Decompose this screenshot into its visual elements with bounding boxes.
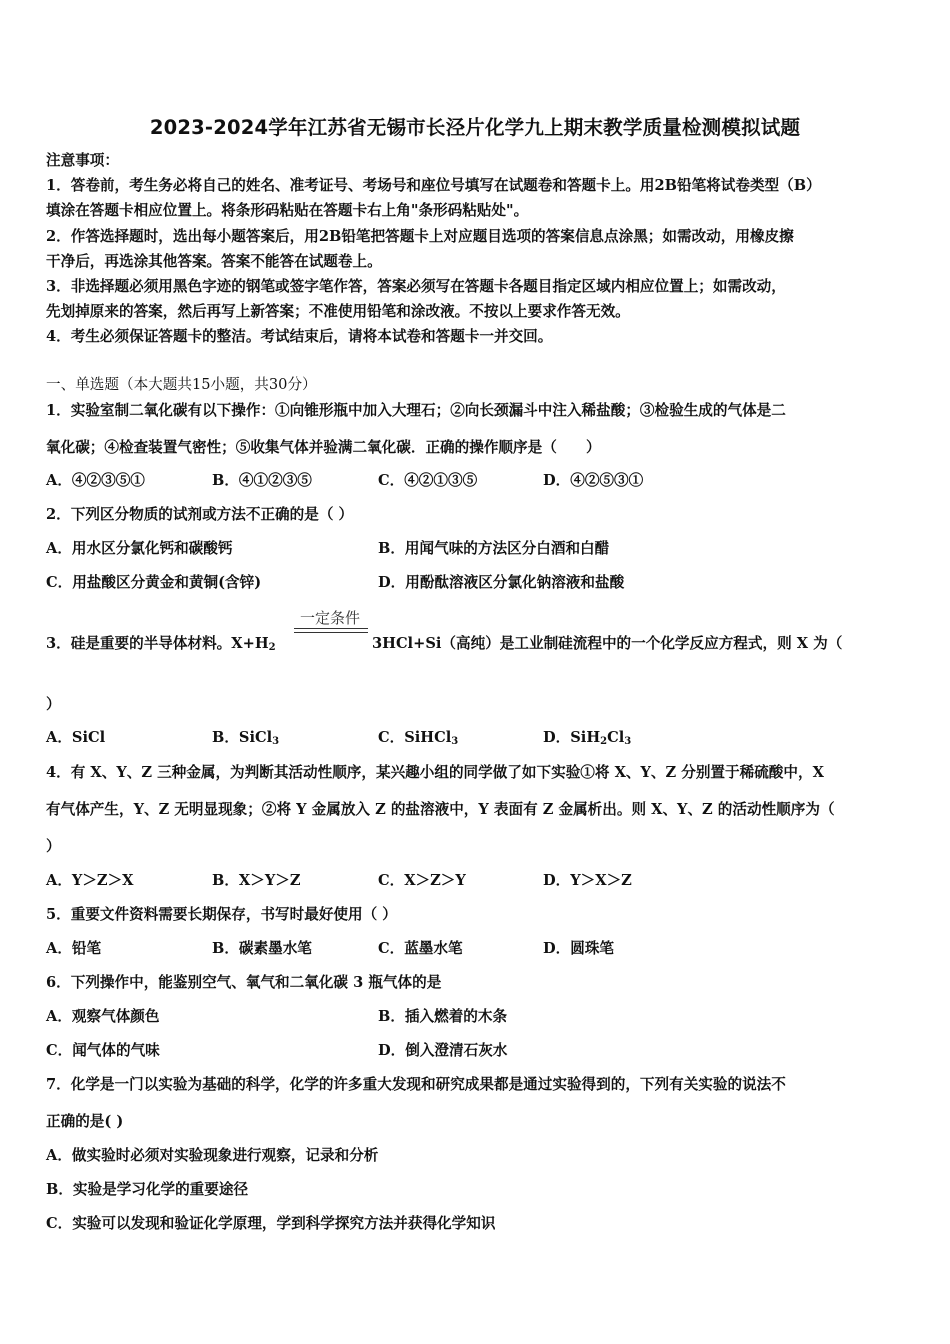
q3-close: ）: [46, 696, 61, 713]
notice-line: 先划掉原来的答案，然后再写上新答案；不准使用铅笔和涂改液。不按以上要求作答无效。: [46, 303, 630, 320]
question-5-stem: 5．重要文件资料需要长期保存，书写时最好使用（ ）: [46, 906, 397, 923]
q3-option-c: C．SiHCl$_3$: [378, 729, 459, 747]
q5-option-d: D．圆珠笔: [543, 940, 615, 957]
notice-line: 填涂在答题卡相应位置上。将条形码粘贴在答题卡右上角"条形码粘贴处"。: [46, 202, 529, 219]
question-2-stem: 2．下列区分物质的试剂或方法不正确的是（ ）: [46, 506, 354, 523]
question-4-line: ）: [46, 838, 61, 855]
question-1-line: 1．实验室制二氧化碳有以下操作：①向锥形瓶中加入大理石；②向长颈漏斗中注入稀盐酸；③检验生成的气体是二: [46, 402, 786, 419]
question-3-stem: [46, 634, 276, 658]
question-7-line: 7．化学是一门以实验为基础的科学，化学的许多重大发现和研究成果都是通过实验得到的，下列有关实验的说法不: [46, 1076, 786, 1093]
q7-option-b: B．实验是学习化学的重要途径: [46, 1181, 249, 1198]
q4-option-c: C．X＞Z＞Y: [378, 872, 466, 889]
equation-line-bottom: [294, 632, 368, 633]
q1-option-d: D．④②⑤③①: [543, 472, 644, 489]
q3-option-a: A．SiCl: [46, 729, 106, 746]
q2-option-d: D．用酚酞溶液区分氯化钠溶液和盐酸: [378, 574, 625, 591]
question-6-stem: 6．下列操作中，能鉴别空气、氧气和二氧化碳 3 瓶气体的是: [46, 974, 442, 991]
q7-option-c: C．实验可以发现和验证化学原理，学到科学探究方法并获得化学知识: [46, 1215, 496, 1232]
q3-h2-subscript: 2: [268, 642, 276, 653]
q2-option-a: A．用水区分氯化钙和碳酸钙: [46, 540, 233, 557]
q1-option-a: A．④②③⑤①: [46, 472, 145, 489]
q6-option-b: B．插入燃着的木条: [378, 1008, 508, 1025]
notice-heading: 注意事项：: [46, 152, 119, 169]
q3-option-d: D．$SiH_2Cl_3$: [543, 729, 632, 747]
q7-option-a: A．做实验时必须对实验现象进行观察，记录和分析: [46, 1147, 379, 1164]
q6-option-d: D．倒入澄清石灰水: [378, 1042, 508, 1059]
q6-option-c: C．闻气体的气味: [46, 1042, 160, 1059]
reaction-condition: 一定条件: [299, 609, 360, 627]
question-7-line: 正确的是( ): [46, 1113, 124, 1130]
section-heading: 一、单选题（本大题共15小题，共30分）: [46, 376, 317, 393]
notice-line: 2．作答选择题时，选出每小题答案后，用2B铅笔把答题卡上对应题目选项的答案信息点涂黑；如需改动，用橡皮擦: [46, 228, 794, 245]
page-title: 2023-2024学年江苏省无锡市长泾片化学九上期末教学质量检测模拟试题: [149, 116, 801, 139]
q4-option-a: A．Y＞Z＞X: [46, 872, 134, 889]
notice-line: 干净后，再选涂其他答案。答案不能答在试题卷上。: [46, 253, 382, 270]
q2-option-c: C．用盐酸区分黄金和黄铜(含锌): [46, 574, 262, 591]
notice-line: 1．答卷前，考生务必将自己的姓名、准考证号、考场号和座位号填写在试题卷和答题卡上。用2B铅笔将试卷类型（B）: [46, 177, 821, 194]
q6-option-a: A．观察气体颜色: [46, 1008, 160, 1025]
question-4-line: 4．有 X、Y、Z 三种金属，为判断其活动性顺序，某兴趣小组的同学做了如下实验①将 X、Y、Z 分别置于稀硫酸中，X: [46, 764, 824, 781]
q3-prefix: 3．硅是重要的半导体材料。X+H: [46, 635, 269, 652]
equation-line-top: [294, 628, 368, 629]
q4-option-b: B．X＞Y＞Z: [212, 872, 301, 889]
notice-line: 4．考生必须保证答题卡的整洁。考试结束后，请将本试卷和答题卡一并交回。: [46, 328, 553, 345]
q5-option-c: C．蓝墨水笔: [378, 940, 463, 957]
q4-option-d: D．Y＞X＞Z: [543, 872, 632, 889]
notice-line: 3．非选择题必须用黑色字迹的钢笔或签字笔作答，答案必须写在答题卡各题目指定区域内相应位置上；如需改动，: [46, 278, 786, 295]
q3-suffix: 3HCl+Si（高纯）是工业制硅流程中的一个化学反应方程式，则 X 为（: [372, 635, 843, 652]
q1-option-c: C．④②①③⑤: [378, 472, 478, 489]
question-1-line: 氧化碳；④检查装置气密性；⑤收集气体并验满二氧化碳．正确的操作顺序是（ ）: [46, 439, 601, 456]
q2-option-b: B．用闻气味的方法区分白酒和白醋: [378, 540, 610, 557]
q1-option-b: B．④①②③⑤: [212, 472, 312, 489]
question-4-line: 有气体产生，Y、Z 无明显现象；②将 Y 金属放入 Z 的盐溶液中，Y 表面有 Z 金属析出。则 X、Y、Z 的活动性顺序为（: [46, 801, 835, 818]
q5-option-b: B．碳素墨水笔: [212, 940, 312, 957]
q3-option-b: B．SiCl$_3$: [212, 729, 280, 747]
q5-option-a: A．铅笔: [46, 940, 102, 957]
